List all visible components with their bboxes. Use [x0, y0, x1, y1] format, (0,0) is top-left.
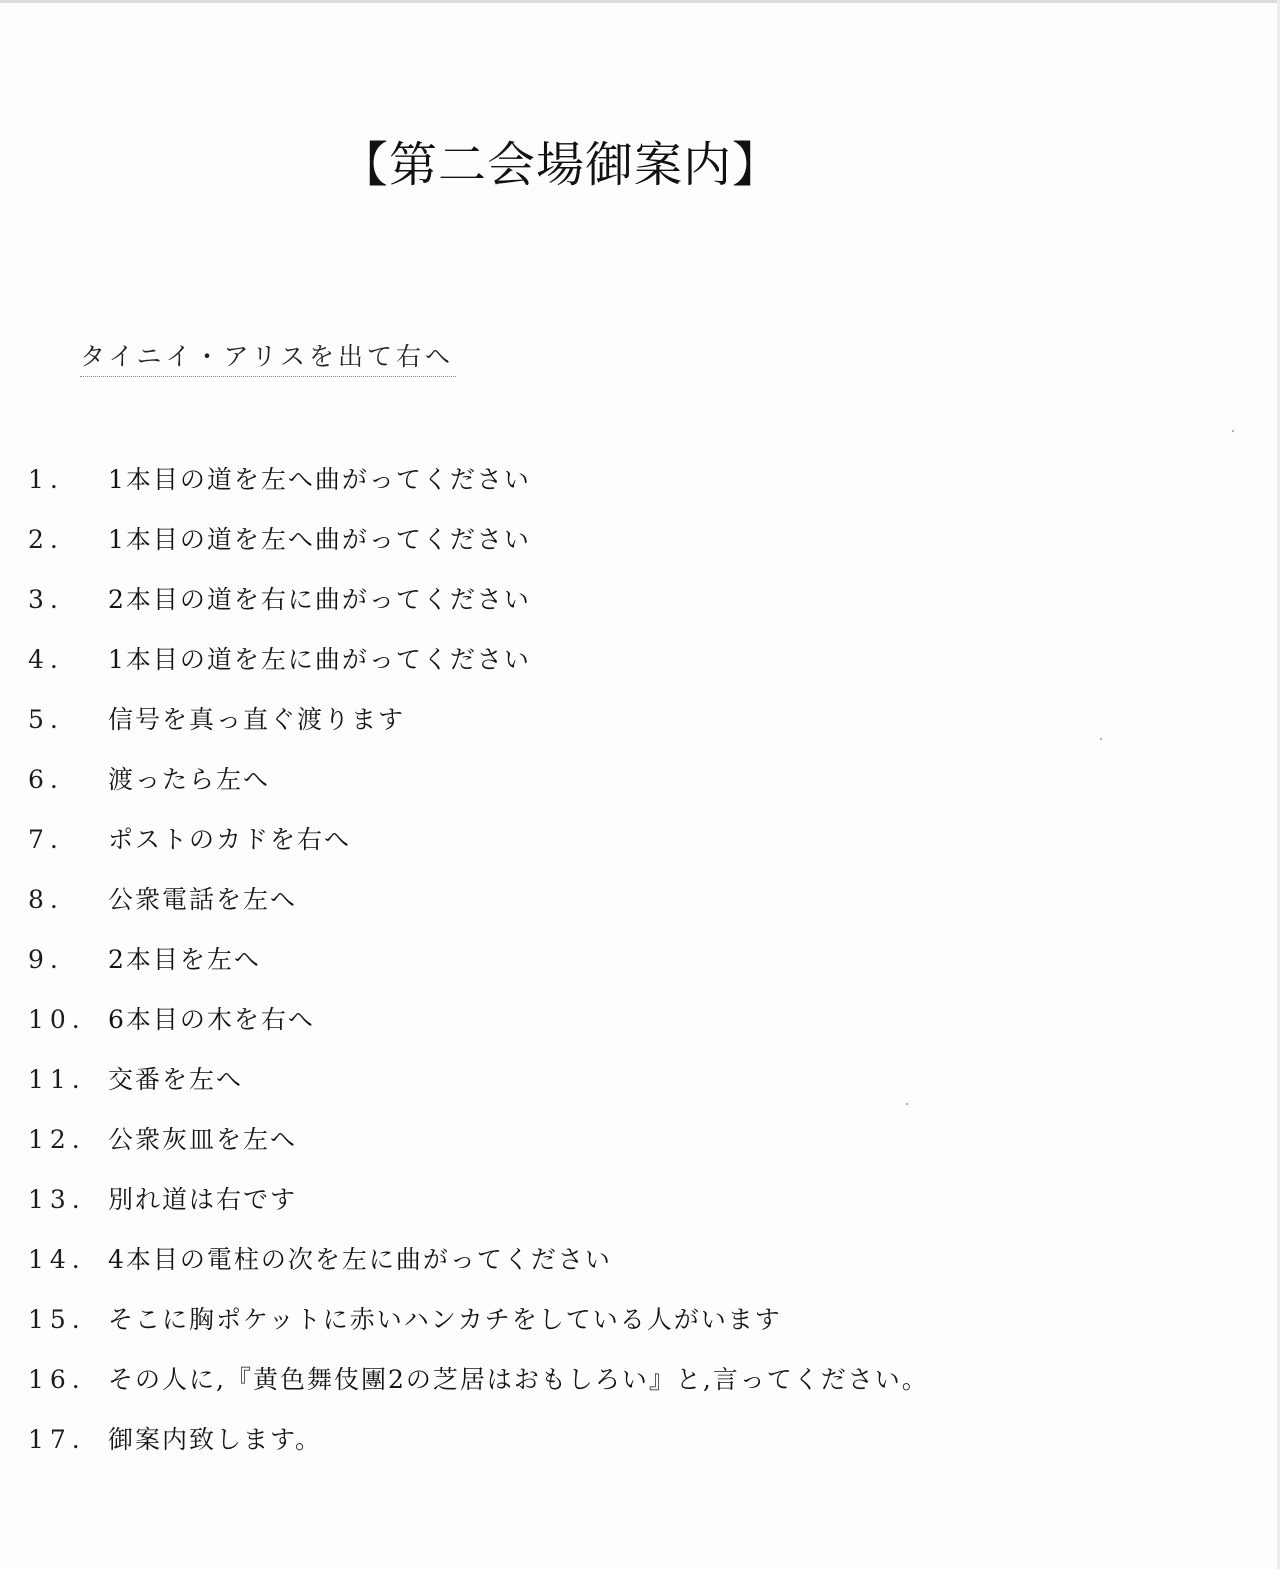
list-item — [28, 760, 1228, 820]
step-text: 1本目の道を左に曲がってください — [108, 645, 531, 674]
step-text: 1本目の道を左へ曲がってください — [108, 465, 531, 494]
step-number: 16. — [28, 1365, 86, 1394]
step-text: 別れ道は右です — [108, 1185, 298, 1214]
step-text: 公衆灰皿を左へ — [108, 1125, 298, 1154]
step-text: 公衆電話を左へ — [108, 885, 298, 914]
step-number: 6. — [28, 765, 64, 794]
step-number: 1. — [28, 465, 64, 494]
directions-list — [28, 460, 1228, 1480]
list-item — [28, 1180, 1228, 1240]
step-text: そこに胸ポケットに赤いハンカチをしている人がいます — [108, 1305, 782, 1334]
step-number: 15. — [28, 1305, 86, 1334]
list-item — [28, 1000, 1228, 1060]
step-number: 9. — [28, 945, 64, 974]
list-item — [28, 580, 1228, 640]
step-number: 12. — [28, 1125, 86, 1154]
list-item — [28, 520, 1228, 580]
scan-speck — [1232, 430, 1234, 432]
list-item — [28, 1360, 1228, 1420]
step-number: 4. — [28, 645, 64, 674]
step-text: 2本目を左へ — [108, 945, 261, 974]
list-item — [28, 820, 1228, 880]
list-item — [28, 1420, 1228, 1480]
step-text: 1本目の道を左へ曲がってください — [108, 525, 531, 554]
step-number: 17. — [28, 1425, 86, 1454]
scan-top-edge — [0, 0, 1280, 3]
step-number: 13. — [28, 1185, 86, 1214]
list-item — [28, 1120, 1228, 1180]
list-item — [28, 940, 1228, 1000]
scan-speck — [906, 1103, 908, 1105]
list-item — [28, 1060, 1228, 1120]
list-item — [28, 880, 1228, 940]
page-subtitle: タイニイ・アリスを出て右へ — [80, 340, 456, 377]
step-text: 2本目の道を右に曲がってください — [108, 585, 531, 614]
step-number: 8. — [28, 885, 64, 914]
list-item — [28, 1300, 1228, 1360]
list-item — [28, 640, 1228, 700]
step-text: 4本目の電柱の次を左に曲がってください — [108, 1245, 612, 1274]
list-item — [28, 1240, 1228, 1300]
step-number: 2. — [28, 525, 64, 554]
step-number: 10. — [28, 1005, 86, 1034]
step-number: 5. — [28, 705, 64, 734]
step-text: 信号を真っ直ぐ渡ります — [108, 705, 406, 734]
list-item — [28, 700, 1228, 760]
step-text: 渡ったら左へ — [108, 765, 271, 794]
step-number: 11. — [28, 1065, 86, 1094]
step-number: 7. — [28, 825, 64, 854]
page-title: 【第二会場御案内】 — [340, 137, 782, 193]
step-text: 6本目の木を右へ — [108, 1005, 315, 1034]
list-item — [28, 460, 1228, 520]
step-text: 御案内致します。 — [108, 1425, 323, 1454]
step-text: ポストのカドを右へ — [108, 825, 352, 854]
scan-speck — [1100, 738, 1102, 740]
step-number: 3. — [28, 585, 64, 614]
step-number: 14. — [28, 1245, 86, 1274]
step-text: 交番を左へ — [108, 1065, 244, 1094]
step-text: その人に,『黄色舞伎團2の芝居はおもしろい』と,言ってください。 — [108, 1365, 929, 1394]
